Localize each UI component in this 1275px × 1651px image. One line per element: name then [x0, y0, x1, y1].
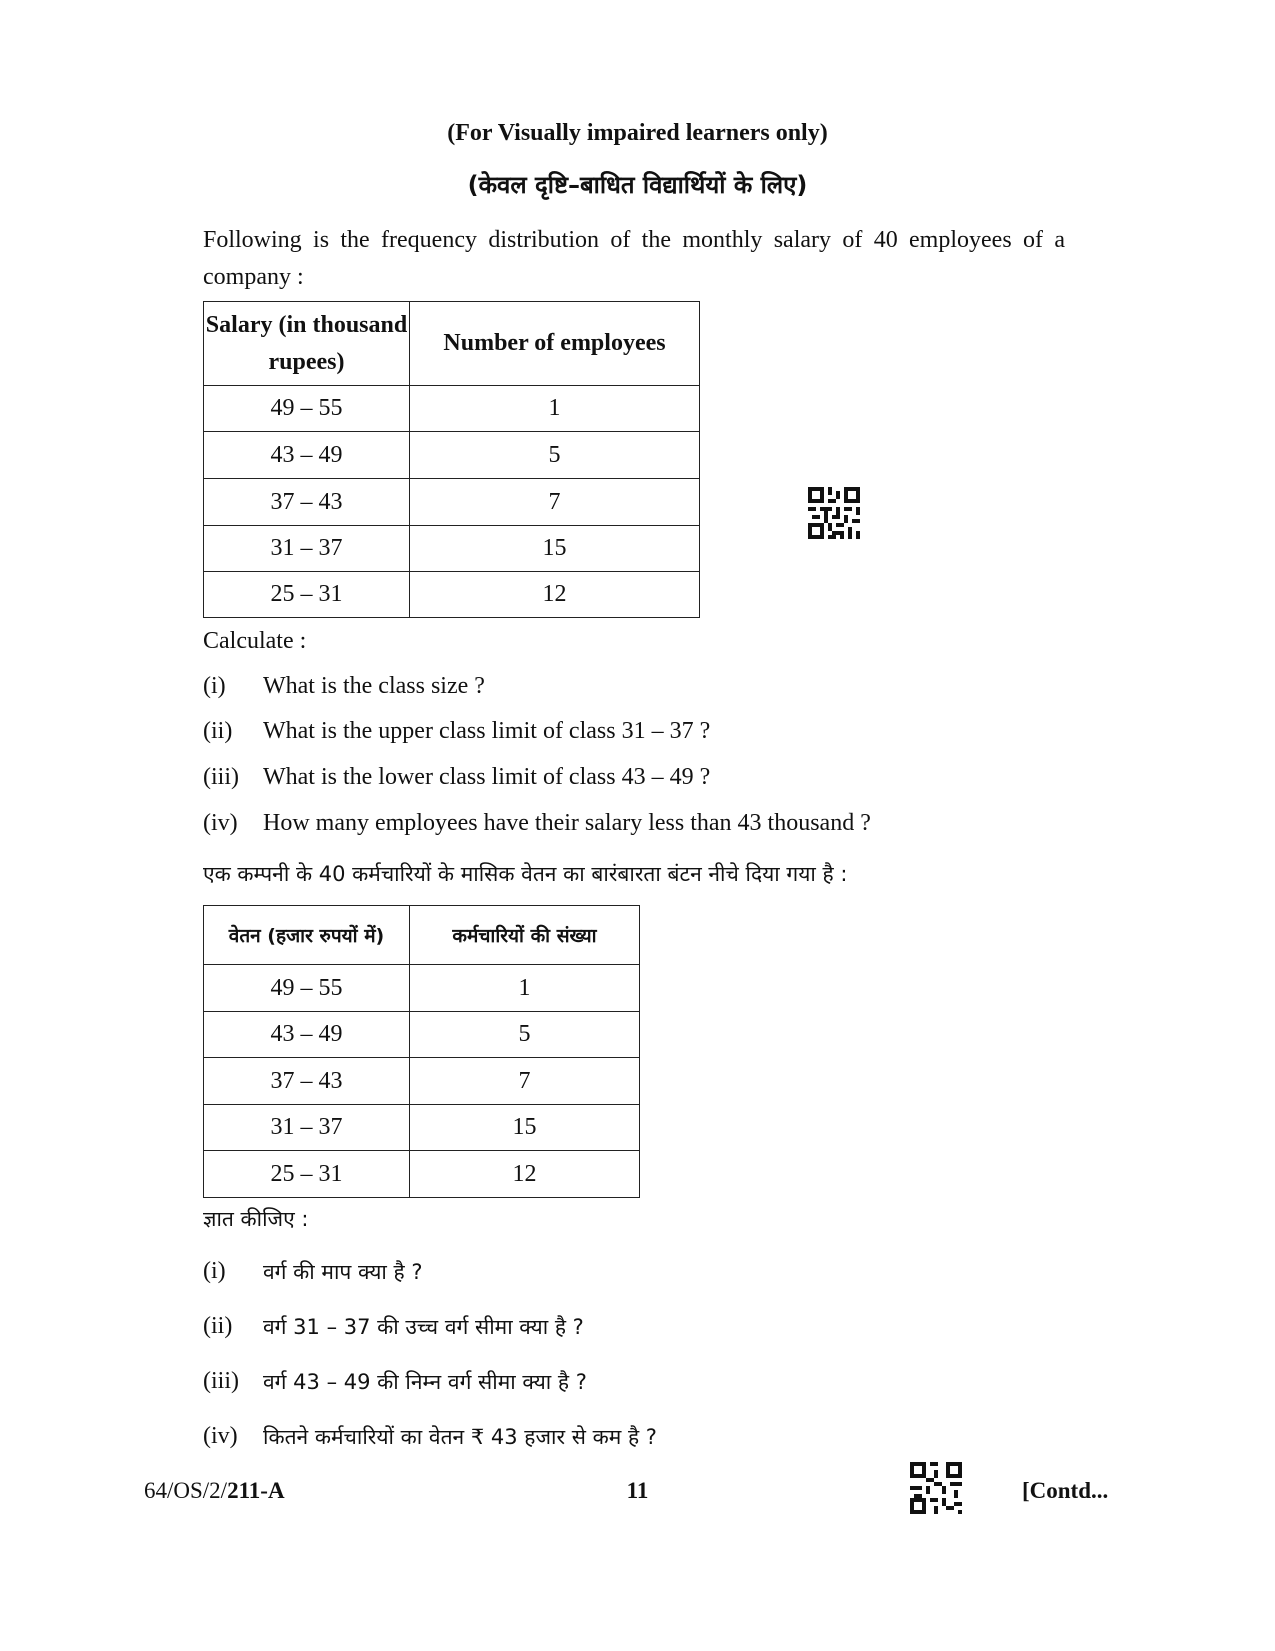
table-cell: 25 – 31 — [204, 572, 410, 618]
table-row — [204, 572, 700, 618]
question-text: वर्ग 43 – 49 की निम्न वर्ग सीमा क्या है ? — [263, 1370, 587, 1394]
table-header-employees-hindi: कर्मचारियों की संख्या — [410, 906, 640, 965]
table-cell: 5 — [410, 432, 700, 479]
page-number: 11 — [626, 1478, 649, 1503]
table-cell: 1 — [410, 965, 640, 1012]
question-number: (iii) — [203, 764, 239, 790]
table-cell: 5 — [410, 1012, 640, 1058]
table-cell: 1 — [410, 386, 700, 432]
table-cell: 15 — [410, 1105, 640, 1151]
question-text: What is the upper class limit of class 31 – 37 ? — [263, 718, 711, 744]
question-number: (i) — [203, 1258, 226, 1284]
table-cell: 25 – 31 — [204, 1151, 410, 1198]
table-row — [204, 1105, 640, 1151]
table-cell: 37 – 43 — [204, 479, 410, 526]
page-title-hindi: (केवल दृष्टि–बाधित विद्यार्थियों के लिए) — [467, 171, 808, 199]
table-cell: 7 — [410, 1058, 640, 1105]
table-header-employees: Number of employees — [410, 302, 700, 386]
question-number: (i) — [203, 673, 226, 699]
table-row — [204, 1012, 640, 1058]
question-number: (ii) — [203, 718, 233, 744]
table-cell: 12 — [410, 1151, 640, 1198]
question-text: कितने कर्मचारियों का वेतन ₹ 43 हजार से कम है ? — [263, 1425, 657, 1449]
frequency-table-hindi — [203, 905, 640, 1198]
calculate-label: Calculate : — [203, 628, 307, 654]
question-text: What is the class size ? — [263, 673, 485, 699]
question-number: (ii) — [203, 1313, 233, 1339]
table-header-salary: Salary (in thousand rupees) — [204, 302, 410, 386]
table-row — [204, 432, 700, 479]
table-row — [204, 965, 640, 1012]
qr-code-icon — [808, 487, 860, 539]
table-row — [204, 1058, 640, 1105]
table-cell: 15 — [410, 526, 700, 572]
question-number: (iii) — [203, 1368, 239, 1394]
page-title: (For Visually impaired learners only) — [447, 120, 828, 146]
table-cell: 7 — [410, 479, 700, 526]
calculate-label-hindi: ज्ञात कीजिए : — [203, 1207, 309, 1231]
qr-code-icon — [910, 1462, 962, 1514]
table-cell: 43 – 49 — [204, 1012, 410, 1058]
question-number: (iv) — [203, 1423, 238, 1449]
intro-paragraph-hindi: एक कम्पनी के 40 कर्मचारियों के मासिक वेतन का बारंबारता बंटन नीचे दिया गया है : — [203, 862, 848, 886]
table-cell: 37 – 43 — [204, 1058, 410, 1105]
intro-paragraph: Following is the frequency distribution of the monthly salary of 40 employees of a company : — [203, 227, 1065, 290]
frequency-table — [203, 301, 700, 618]
question-number: (iv) — [203, 810, 238, 836]
table-cell: 49 – 55 — [204, 965, 410, 1012]
continued-label: [Contd... — [1022, 1478, 1109, 1503]
table-header-salary-hindi: वेतन (हजार रुपयों में) — [204, 906, 410, 965]
question-text: वर्ग की माप क्या है ? — [263, 1260, 423, 1284]
question-text: What is the lower class limit of class 43 – 49 ? — [263, 764, 711, 790]
table-row — [204, 386, 700, 432]
table-cell: 43 – 49 — [204, 432, 410, 479]
table-cell: 31 – 37 — [204, 1105, 410, 1151]
paper-code-prefix: 64/OS/2/ — [144, 1478, 228, 1503]
question-text: वर्ग 31 – 37 की उच्च वर्ग सीमा क्या है ? — [263, 1315, 584, 1339]
table-row — [204, 479, 700, 526]
paper-code-bold: 211-A — [227, 1478, 285, 1503]
table-row — [204, 526, 700, 572]
table-cell: 31 – 37 — [204, 526, 410, 572]
table-cell: 12 — [410, 572, 700, 618]
question-text: How many employees have their salary less than 43 thousand ? — [263, 810, 871, 836]
table-row — [204, 1151, 640, 1198]
table-cell: 49 – 55 — [204, 386, 410, 432]
